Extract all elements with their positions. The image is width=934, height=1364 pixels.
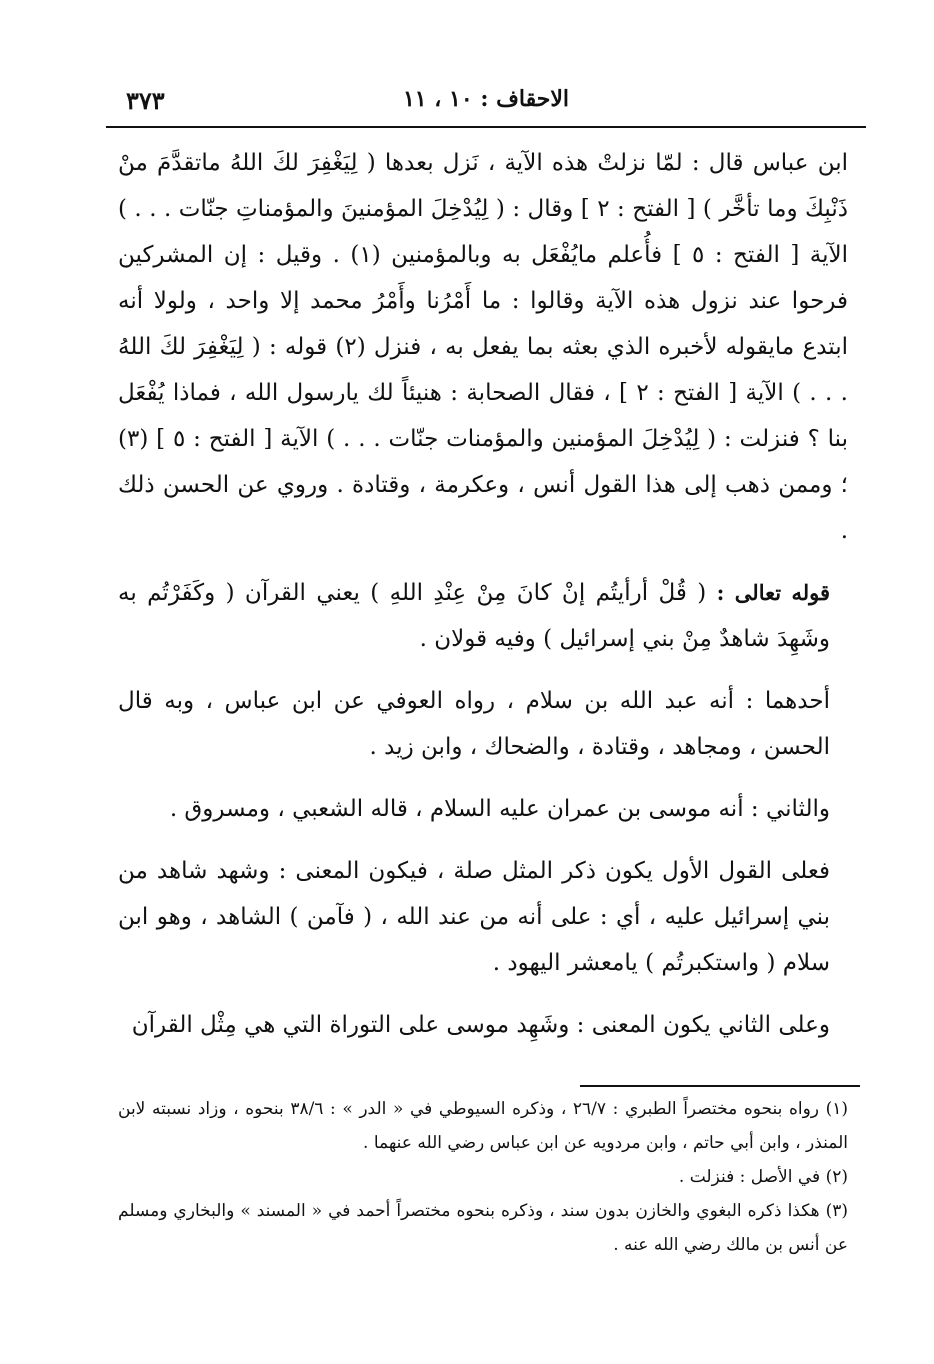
paragraph-5: فعلى القول الأول يكون ذكر المثل صلة ، فيكون المعنى : وشهد شاهد من بني إسرائيل عليه ، أي : على أنه من عند الله ، ( فآمن ) الشاهد ، وهو ابن سلام ( واستكبرتُم ) يامعشر اليهود .: [118, 858, 830, 976]
paragraph-1: ابن عباس قال : لمّا نزلتْ هذه الآية ، نَزل بعدها ( لِيَغْفِرَ لكَ اللهُ ماتقدَّمَ منْ ذَنْبِكَ وما تأخَّر ) [ الفتح : ٢ ] وقال : ( لِيُدْخِلَ المؤمنينَ والمؤمناتِ جنّات . . . ) الآية [ الفتح : ٥ ] فأُعلم مايُفْعَل به وبالمؤمنين (١) . وقيل : إن المشركين فرحوا عند نزول هذه الآية وقالوا : ما أَمْرُنا وأَمْرُ محمد إلا واحد ، ولولا أنه ابتدع مايقوله لأخبره الذي بعثه بما يفعل به ، فنزل (٢) قوله : ( لِيَغْفِرَ لكَ اللهُ . . . ) الآية [ الفتح : ٢ ] ، فقال الصحابة : هنيئاً لك يارسول الله ، فماذا يُفْعَل بنا ؟ فنزلت : ( لِيُدْخِلَ المؤمنين والمؤمنات جنّات . . . ) الآية [ الفتح : ٥ ] (٣) ؛ وممن ذهب إلى هذا القول أنس ، وعكرمة ، وقتادة . وروي عن الحسن ذلك .: [118, 150, 848, 544]
paragraph-6: وعلى الثاني يكون المعنى : وشَهِد موسى على التوراة التي هي مِثْل القرآن: [131, 1012, 830, 1038]
running-title: الاحقاف : ١٠ ، ١١: [402, 86, 570, 112]
footnote-rule: [580, 1085, 860, 1087]
paragraph-2-lead: قوله تعالى :: [716, 580, 831, 605]
footnote-3: (٣) هكذا ذكره البغوي والخازن بدون سند ، وذكره بنحوه مختصراً أحمد في « المسند » والبخاري ومسلم عن أنس بن مالك رضي الله عنه .: [118, 1201, 848, 1255]
footnotes: [118, 1092, 848, 1262]
header-rule: [106, 126, 866, 128]
footnote-1: (١) رواه بنحوه مختصراً الطبري : ٢٦/٧ ، وذكره السيوطي في « الدر » : ٣٨/٦ بنحوه ، وزاد نسبته لابن المنذر ، وابن أبي حاتم ، وابن مردويه عن ابن عباس رضي الله عنهما .: [118, 1099, 849, 1153]
paragraph-3: أحدهما : أنه عبد الله بن سلام ، رواه العوفي عن ابن عباس ، وبه قال الحسن ، ومجاهد ، وقتادة ، والضحاك ، وابن زيد .: [118, 688, 830, 760]
footnote-2: (٢) في الأصل : فنزلت .: [678, 1167, 848, 1187]
paragraph-2-text: ( قُلْ أرأيتُم إنْ كانَ مِنْ عِنْدِ اللهِ ) يعني القرآن ( وكَفَرْتُم به وشَهِدَ شاهدٌ مِنْ بني إسرائيل ) وفيه قولان .: [118, 580, 830, 652]
paragraph-4: والثاني : أنه موسى بن عمران عليه السلام ، قاله الشعبي ، ومسروق .: [169, 796, 830, 822]
main-text: [118, 140, 848, 1064]
page-header: [106, 86, 866, 122]
page-number: ٣٧٣: [126, 86, 165, 115]
paragraph-2: [118, 570, 848, 662]
